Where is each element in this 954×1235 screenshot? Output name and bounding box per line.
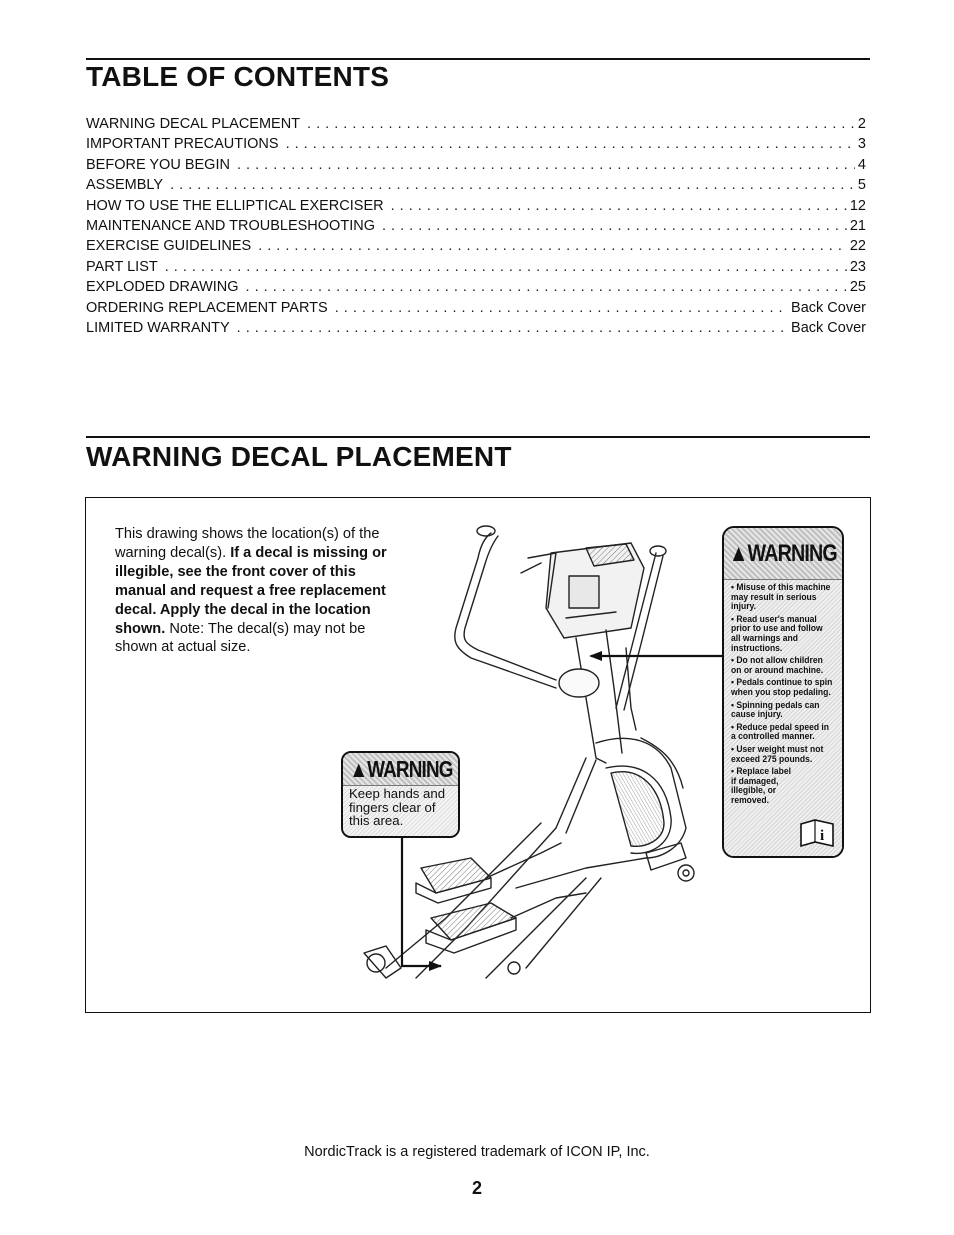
- toc-leader-dots: [335, 298, 788, 318]
- small-decal-heading-text: WARNING: [366, 755, 453, 782]
- toc-leader-dots: [170, 175, 855, 195]
- decal-warning-item: • Replace label if damaged, illegible, or removed.: [731, 766, 792, 805]
- toc-list: [86, 114, 866, 338]
- small-decal-header: [343, 753, 458, 786]
- svg-text:i: i: [820, 828, 825, 844]
- toc-entry-page: 4: [857, 156, 866, 173]
- toc-entry-page: Back Cover: [791, 299, 866, 316]
- decal-warning-item: • User weight must not exceed 275 pounds.: [731, 743, 824, 764]
- toc-entry-page: 3: [857, 136, 866, 153]
- intro-plain-1: This drawing shows the location(s) of the warning decal(s).: [115, 526, 380, 561]
- toc-leader-dots: [165, 257, 847, 277]
- toc-title: TABLE OF CONTENTS: [86, 61, 390, 92]
- toc-entry-page: 22: [849, 238, 866, 255]
- decal-warning-item: • Misuse of this machine may result in serious injury.: [731, 582, 831, 612]
- toc-entry-page: 25: [849, 279, 866, 296]
- toc-top-rule: [86, 58, 870, 60]
- toc-entry[interactable]: [86, 114, 866, 134]
- toc-entry[interactable]: [86, 134, 866, 154]
- toc-entry[interactable]: [86, 196, 866, 216]
- page-number: 2: [471, 1178, 482, 1198]
- toc-entry[interactable]: [86, 155, 866, 175]
- toc-entry-label: WARNING DECAL PLACEMENT: [86, 116, 301, 132]
- intro-plain-2: Note: The decal(s) may not be shown at actual size.: [115, 620, 366, 656]
- toc-entry-page: 21: [849, 217, 866, 234]
- small-decal-text: Keep hands and fingers clear of this area.: [343, 786, 458, 838]
- decal-warning-item: • Do not allow children on or around machine.: [731, 655, 824, 675]
- toc-leader-dots: [237, 318, 788, 338]
- toc-entry-page: Back Cover: [791, 319, 866, 336]
- trademark-notice: NordicTrack is a registered trademark of ICON IP, Inc.: [304, 1144, 650, 1160]
- toc-leader-dots: [237, 155, 855, 175]
- toc-entry-label: PART LIST: [86, 258, 158, 275]
- large-decal-heading-text: WARNING: [747, 539, 838, 567]
- small-decal-heading: [349, 756, 452, 783]
- toc-entry-label: IMPORTANT PRECAUTIONS: [86, 136, 279, 153]
- toc-entry-page: 23: [849, 258, 866, 275]
- toc-leader-dots: [307, 114, 855, 134]
- toc-entry[interactable]: [86, 175, 866, 195]
- toc-leader-dots: [286, 134, 855, 154]
- toc-leader-dots: [258, 236, 847, 256]
- large-decal-heading: [729, 540, 837, 568]
- decal-warning-item: • Spinning pedals can cause injury.: [731, 699, 820, 720]
- toc-entry-label: LIMITED WARRANTY: [86, 319, 230, 336]
- intro-bold: If a decal is missing or illegible, see the front cover of this manual and request a free replacement decal. Apply the decal in the location shown.: [115, 544, 387, 637]
- decal-warning-item: • Reduce pedal speed in a controlled manner.: [731, 721, 830, 742]
- toc-leader-dots: [391, 196, 847, 216]
- decal-warning-item: • Pedals continue to spin when you stop pedaling.: [731, 677, 833, 697]
- large-decal-header: [724, 528, 842, 580]
- toc-entry[interactable]: [86, 277, 866, 297]
- large-decal-body: [724, 580, 842, 858]
- decal-section-title: WARNING DECAL PLACEMENT: [86, 441, 512, 472]
- small-warning-decal: [341, 751, 460, 838]
- toc-entry[interactable]: [86, 318, 866, 338]
- toc-leader-dots: [246, 277, 847, 297]
- toc-entry-label: ASSEMBLY: [86, 177, 164, 194]
- toc-entry-label: ORDERING REPLACEMENT PARTS: [86, 299, 328, 316]
- decal-section-rule: [86, 436, 870, 438]
- toc-entry[interactable]: [86, 216, 866, 236]
- large-warning-decal: [722, 526, 844, 858]
- toc-entry[interactable]: [86, 257, 866, 277]
- toc-entry-page: 2: [857, 116, 866, 132]
- warning-triangle-icon: ▲: [348, 755, 367, 782]
- toc-entry-label: HOW TO USE THE ELLIPTICAL EXERCISER: [86, 197, 384, 214]
- toc-entry[interactable]: [86, 236, 866, 256]
- toc-entry-label: EXPLODED DRAWING: [86, 279, 239, 296]
- toc-entry-label: MAINTENANCE AND TROUBLESHOOTING: [86, 217, 375, 234]
- toc-entry-page: 12: [849, 197, 866, 214]
- read-manual-book-icon: [799, 818, 835, 848]
- warning-triangle-icon: ▲: [728, 539, 748, 567]
- toc-entry-page: 5: [857, 177, 866, 194]
- toc-leader-dots: [382, 216, 847, 236]
- toc-entry[interactable]: [86, 298, 866, 318]
- toc-entry-label: BEFORE YOU BEGIN: [86, 156, 230, 173]
- toc-entry-label: EXERCISE GUIDELINES: [86, 238, 252, 255]
- decal-warning-item: • Read user's manual prior to use and follow all warnings and instructions.: [731, 613, 823, 653]
